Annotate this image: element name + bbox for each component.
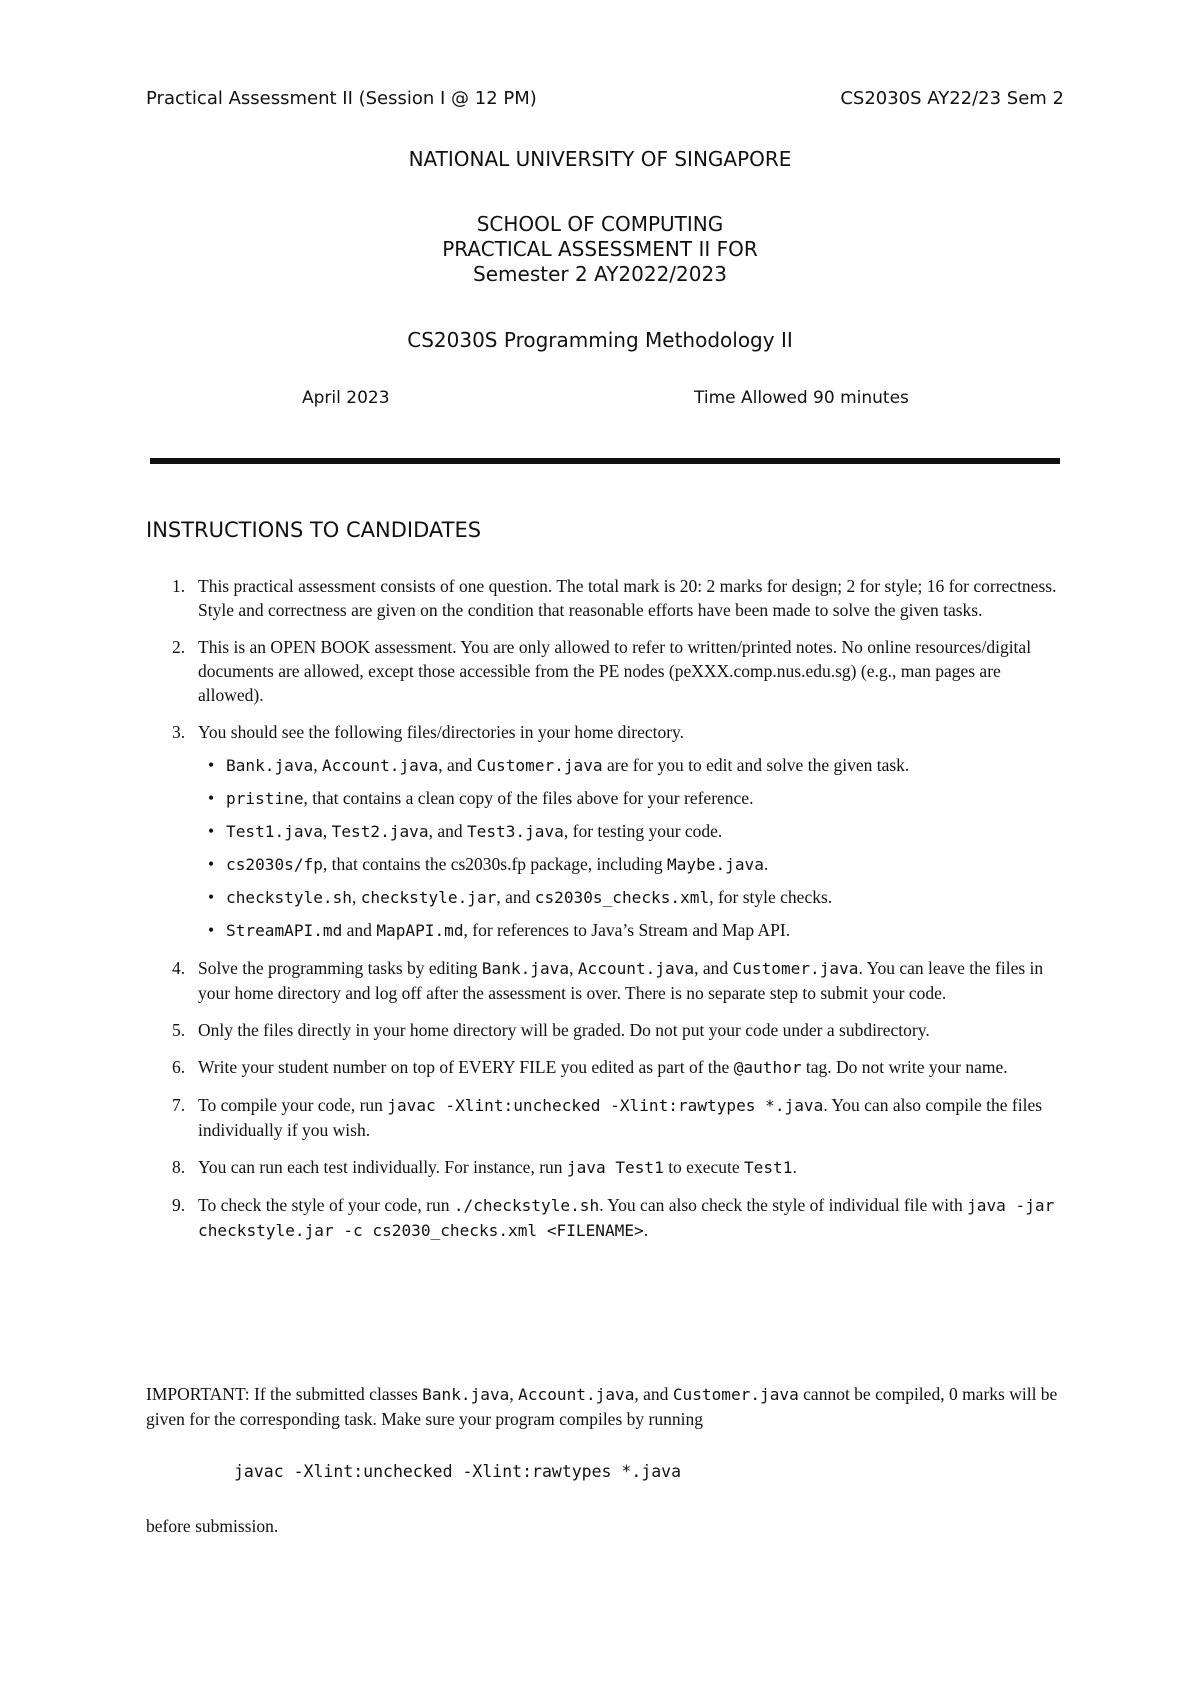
text-fragment: are for you to edit and solve the given task. (602, 755, 910, 775)
text-fragment: Solve the programming tasks by editing (198, 958, 482, 978)
instruction-item (146, 1055, 1068, 1080)
bullet-icon: • (208, 887, 215, 907)
instruction-item (146, 635, 1068, 707)
file-list (198, 753, 1068, 943)
code-filename: Account.java (577, 959, 695, 978)
bullet-icon: • (208, 755, 215, 775)
code-filename: StreamAPI.md (226, 921, 343, 940)
item-number: 5. (172, 1020, 186, 1040)
code-filename: Customer.java (732, 959, 859, 978)
file-list-item (198, 819, 1068, 844)
text-fragment: , (322, 821, 332, 841)
important-note (146, 1382, 1068, 1431)
code-filename: cs2030s/fp (226, 855, 323, 874)
code-filename: Customer.java (476, 756, 603, 775)
text-fragment: , and (438, 755, 477, 775)
course-title: CS2030S Programming Methodology II (407, 328, 793, 352)
item-number: 9. (172, 1195, 186, 1215)
header-right: CS2030S AY22/23 Sem 2 (840, 88, 1064, 109)
code-filename: Account.java (321, 756, 439, 775)
exam-date: April 2023 (302, 388, 390, 408)
item-number: 3. (172, 722, 186, 742)
text-fragment: cannot be compiled, 0 marks will be given for the corresponding task. Make sure your program compiles by running (146, 1384, 1058, 1429)
instruction-item (146, 1155, 1068, 1180)
text-fragment: , for style checks. (709, 887, 833, 907)
instructions-list (146, 574, 1068, 1256)
text-fragment: , that contains a clean copy of the files above for your reference. (303, 788, 754, 808)
item-number: 8. (172, 1157, 186, 1177)
text-fragment: , that contains the cs2030s.fp package, including (322, 854, 667, 874)
text-fragment: , (509, 1384, 519, 1404)
instruction-item (146, 1093, 1068, 1142)
instruction-text: You should see the following files/directories in your home directory. (198, 722, 685, 742)
text-fragment: If the submitted classes (249, 1384, 423, 1404)
text-fragment: . (643, 1220, 649, 1240)
code-filename: Account.java (518, 1385, 635, 1404)
text-fragment: , for references to Java’s Stream and Map API. (463, 920, 791, 940)
text-fragment: Write your student number on top of EVERY FILE you edited as part of the (198, 1057, 734, 1077)
semester-label: Semester 2 AY2022/2023 (473, 262, 727, 286)
file-list-item (198, 786, 1068, 811)
text-fragment: tag. Do not write your name. (801, 1057, 1008, 1077)
running-header (146, 88, 1064, 114)
title-block (0, 146, 1200, 353)
bullet-icon: • (208, 854, 215, 874)
text-fragment: and (342, 920, 377, 940)
instruction-item (146, 720, 1068, 943)
text-fragment: to execute (663, 1157, 744, 1177)
text-fragment: , for testing your code. (563, 821, 723, 841)
header-left: Practical Assessment II (Session I @ 12 PM) (146, 88, 537, 109)
code-tag: @author (733, 1058, 802, 1077)
item-number: 1. (172, 576, 186, 596)
item-number: 2. (172, 637, 186, 657)
text-fragment: , and (634, 1384, 673, 1404)
school-name: SCHOOL OF COMPUTING (476, 212, 724, 236)
text-fragment: , and (496, 887, 535, 907)
text-fragment: , (313, 755, 322, 775)
code-filename: checkstyle.jar (360, 888, 497, 907)
code-filename: cs2030s_checks.xml (534, 888, 710, 907)
compile-command: javac -Xlint:unchecked -Xlint:rawtypes *.java (234, 1462, 682, 1481)
text-fragment: To check the style of your code, run (198, 1195, 454, 1215)
university-name: NATIONAL UNIVERSITY OF SINGAPORE (408, 147, 792, 171)
text-fragment: , (351, 887, 361, 907)
important-label: IMPORTANT: (146, 1384, 250, 1404)
assessment-title: PRACTICAL ASSESSMENT II FOR (442, 237, 758, 261)
code-command: javac -Xlint:unchecked -Xlint:rawtypes *.java (387, 1096, 824, 1115)
file-list-item (198, 885, 1068, 910)
code-filename: checkstyle.sh (226, 888, 352, 907)
text-fragment: . You can also compile the files individually if you wish. (198, 1095, 1043, 1140)
code-filename: Bank.java (226, 756, 314, 775)
instruction-text: Only the files directly in your home directory will be graded. Do not put your code under a subdirectory. (198, 1020, 930, 1040)
code-filename: Customer.java (672, 1385, 799, 1404)
code-filename: pristine (226, 789, 304, 808)
instruction-item (146, 574, 1068, 622)
section-title: INSTRUCTIONS TO CANDIDATES (146, 518, 482, 542)
item-number: 6. (172, 1057, 186, 1077)
code-filename: Test1 (743, 1158, 793, 1177)
code-filename: MapAPI.md (376, 921, 464, 940)
text-fragment: , and (694, 958, 733, 978)
instruction-text: This practical assessment consists of one question. The total mark is 20: 2 marks for design; 2 for style; 16 for correctness. Style and correctness are given on the condition that reasonable efforts have been made to solve the given tasks. (198, 576, 1057, 620)
text-fragment: , and (428, 821, 467, 841)
text-fragment: . You can also check the style of individual file with (599, 1195, 968, 1215)
text-fragment: To compile your code, run (198, 1095, 388, 1115)
text-fragment: . (763, 854, 769, 874)
code-filename: Bank.java (422, 1385, 510, 1404)
instruction-item (146, 956, 1068, 1005)
closing-text: before submission. (146, 1516, 279, 1536)
code-filename: Test2.java (331, 822, 429, 841)
file-list-item (198, 753, 1068, 778)
code-filename: Test3.java (466, 822, 564, 841)
code-command: ./checkstyle.sh (453, 1196, 600, 1215)
code-filename: Bank.java (481, 959, 570, 978)
bullet-icon: • (208, 788, 215, 808)
code-filename: Maybe.java (667, 855, 764, 874)
code-command: java Test1 (566, 1158, 664, 1177)
bullet-icon: • (208, 920, 215, 940)
instruction-item (146, 1018, 1068, 1042)
school-block (0, 212, 1200, 287)
text-fragment: . You can leave the files in your home directory and log off after the assessment is over. There is no separate step to submit your code. (198, 958, 1044, 1003)
text-fragment: , (569, 958, 578, 978)
instruction-item (146, 1193, 1068, 1243)
text-fragment: You can run each test individually. For instance, run (198, 1157, 567, 1177)
instruction-text: This is an OPEN BOOK assessment. You are only allowed to refer to written/printed notes. No online resources/digital documents are allowed, except those accessible from the PE nodes (peXXX.comp.nus.edu.sg) (e.g., man pages are allowed). (198, 637, 1032, 705)
item-number: 7. (172, 1095, 186, 1115)
code-command: java -jar checkstyle.jar -c cs2030_checks.xml <FILENAME> (198, 1196, 1055, 1240)
file-list-item (198, 918, 1068, 943)
item-number: 4. (172, 958, 186, 978)
bullet-icon: • (208, 821, 215, 841)
file-list-item (198, 852, 1068, 877)
time-allowed: Time Allowed 90 minutes (694, 388, 909, 408)
text-fragment: . (792, 1157, 797, 1177)
horizontal-rule (150, 458, 1060, 464)
code-filename: Test1.java (226, 822, 323, 841)
